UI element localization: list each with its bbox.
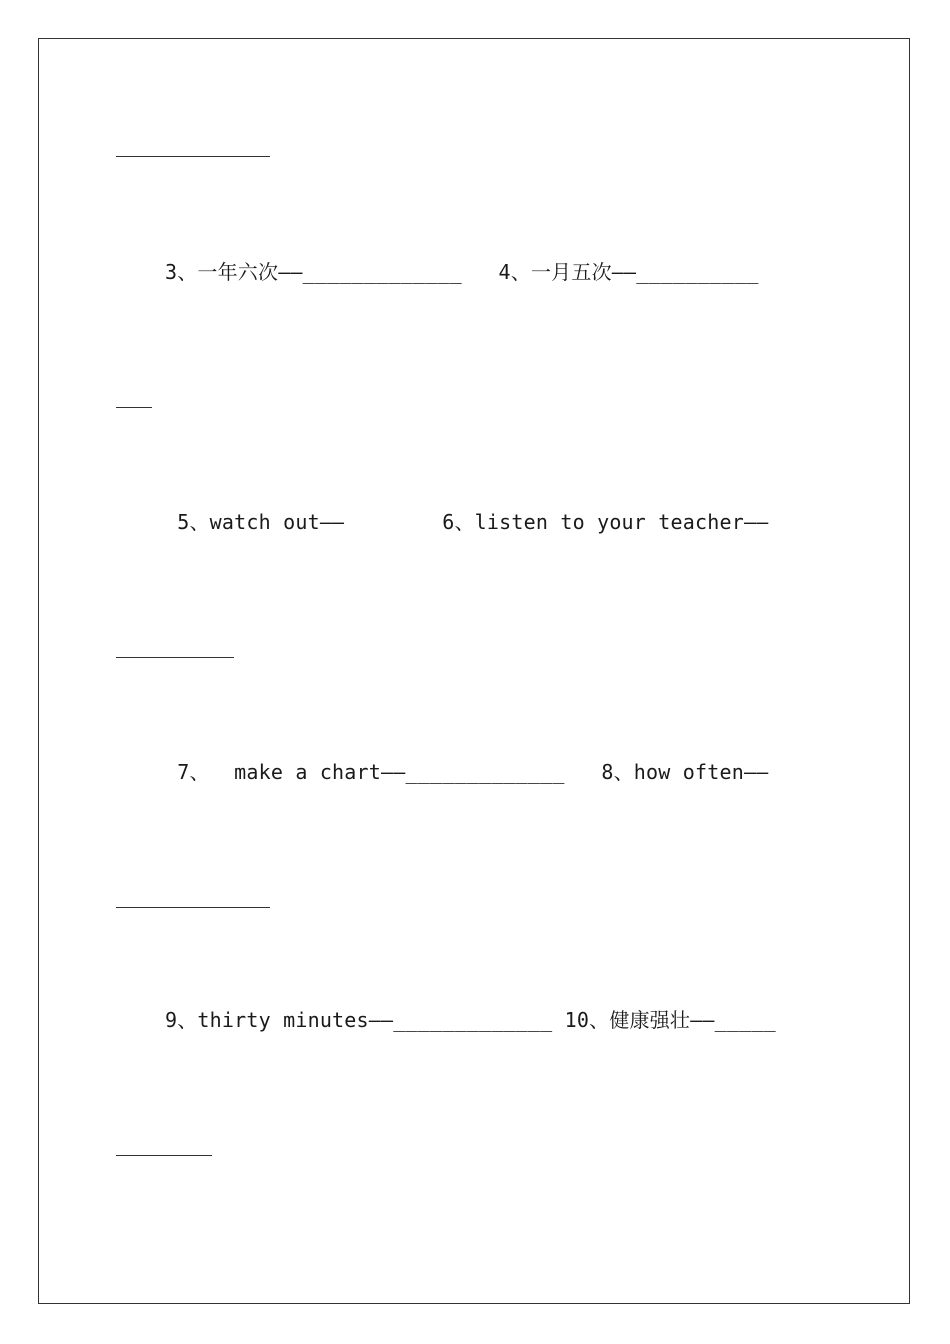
exercise-line-5-6: 5、watch out—— 6、listen to your teacher—— [116,510,769,534]
page-border [38,38,910,1304]
answer-blank-tail [116,156,270,157]
answer-blank-tail [116,907,270,908]
exercise-line-7-8: 7、 make a chart——_____________ 8、how often—— [116,760,769,784]
answer-blank-tail [116,1155,212,1156]
exercise-line-9-10: 9、thirty minutes——_____________ 10、健康强壮——_____ [116,1008,776,1032]
answer-blank-tail [116,657,234,658]
answer-blank-tail [116,407,152,408]
exercise-line-3-4: 3、一年六次——_____________ 4、一月五次——__________ [116,260,759,284]
